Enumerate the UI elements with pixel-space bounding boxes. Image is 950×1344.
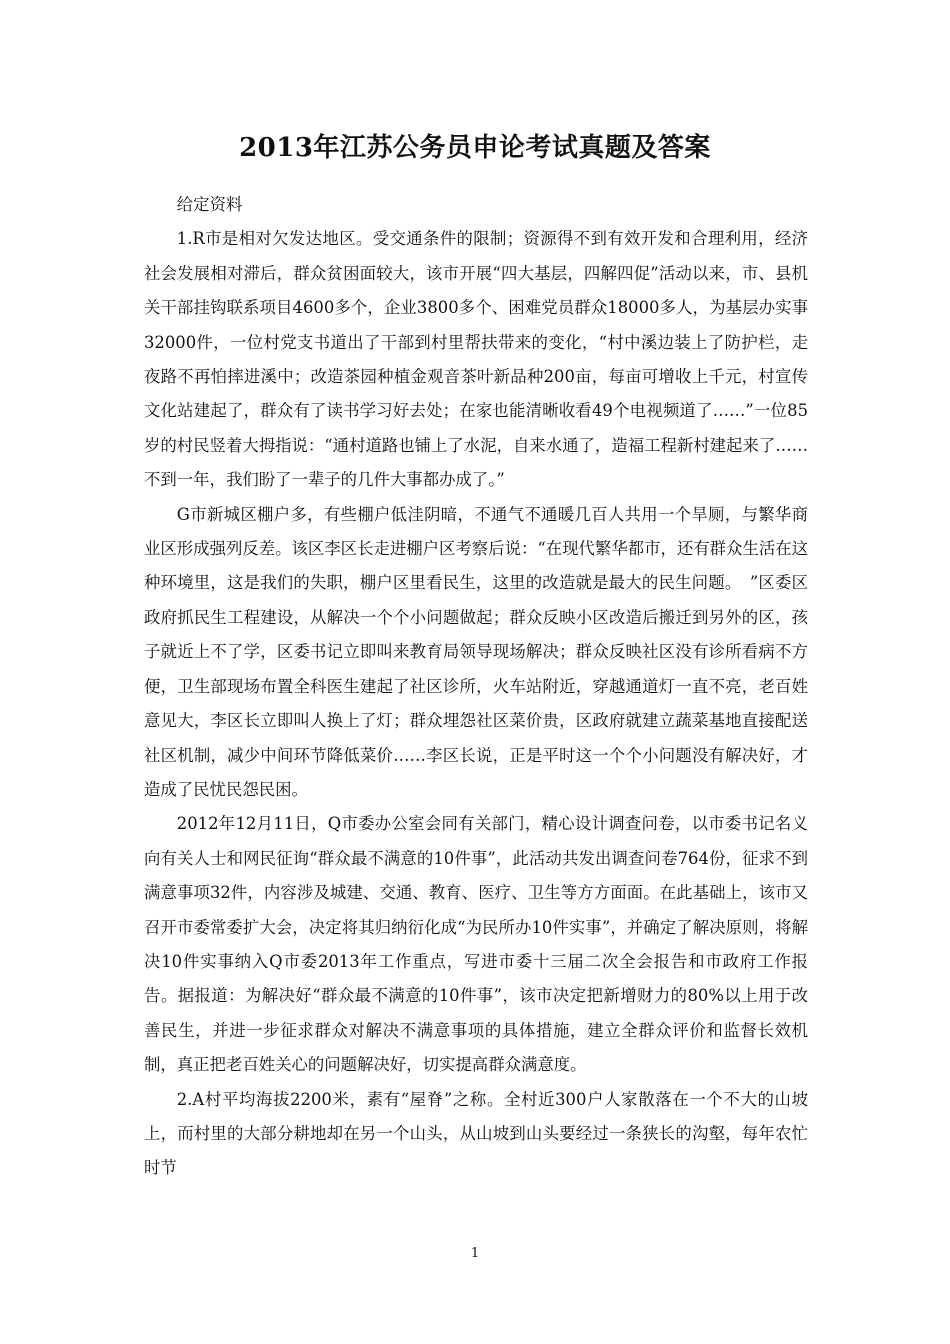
page-number: 1 bbox=[470, 1246, 480, 1261]
document-title: 2013年江苏公务员申论考试真题及答案 bbox=[239, 133, 711, 163]
paragraph-2: G市新城区棚户多，有些棚户低洼阴暗，不通气不通暖几百人共用一个旱厕，与繁华商业区形成强列反差。该区李区长走进棚户区考察后说：“在现代繁华都市，还有群众生活在这种环境里，这是我们的失职，棚户区里看民生，这里的改造就是最大的民生问题。 ”区委区政府抓民生工程建设，从解决一个个小问题做起；群众反映小区改造后搬迁到另外的区，孩子就近上不了学，区委书记立即叫来教育局领导现场解决；群众反映社区没有诊所看病不方便，卫生部现场布置全科医生建起了社区诊所，火车站附近，穿越通道灯一直不亮，老百姓意见大，李区长立即叫人换上了灯；群众埋怨社区菜价贵，区政府就建立蔬菜基地直接配送社区机制，减少中间环节降低菜价……李区长说，正是平时这一个个小问题没有解决好，才造成了民忧民怨民困。 bbox=[144, 504, 809, 799]
section-heading: 给定资料 bbox=[176, 195, 243, 214]
document-body bbox=[144, 188, 808, 1186]
paragraph-4: 2.A村平均海拔2200米，素有“屋脊”之称。全村近300户人家散落在一个不大的山坡上，而村里的大部分耕地却在另一个山头，从山坡到山头要经过一条狭长的沟壑，每年农忙时节 bbox=[144, 1089, 808, 1178]
paragraph-1: 1.R市是相对欠发达地区。受交通条件的限制；资源得不到有效开发和合理利用，经济社会发展相对滞后，群众贫困面较大，该市开展“四大基层，四解四促”活动以来，市、县机关干部挂钩联系项目4600多个，企业3800多个、困难党员群众18000多人，为基层办实事32000件，一位村党支书道出了干部到村里帮扶带来的变化，“村中溪边装上了防护栏，走夜路不再怕摔进溪中；改造茶园种植金观音茶叶新品种200亩，每亩可增收上千元，村宣传文化站建起了，群众有了读书学习好去处；在家也能清晰收看49个电视频道了……”一位85岁的村民竖着大拇指说：“通村道路也铺上了水泥，自来水通了，造福工程新村建起来了……不到一年，我们盼了一辈子的几件大事都办成了。” bbox=[144, 229, 809, 490]
paragraph-3: 2012年12月11日，Q市委办公室会同有关部门，精心设计调查问卷，以市委书记名义向有关人士和网民征询“群众最不满意的10件事”，此活动共发出调查问卷764份，征求不到满意事项32件，内容涉及城建、交通、教育、医疗、卫生等方方面面。在此基础上，该市又召开市委常委扩大会，决定将其归纳衍化成“为民所办10件实事”，并确定了解决原则，将解决10件实事纳入Q市委2013年工作重点，写进市委十三届二次全会报告和市政府工作报告。据报道：为解决好“群众最不满意的10件事”，该市决定把新增财力的80%以上用于改善民生，并进一步征求群众对解决不满意事项的具体措施，建立全群众评价和监督长效机制，真正把老百姓关心的问题解决好，切实提高群众满意度。 bbox=[144, 814, 808, 1075]
